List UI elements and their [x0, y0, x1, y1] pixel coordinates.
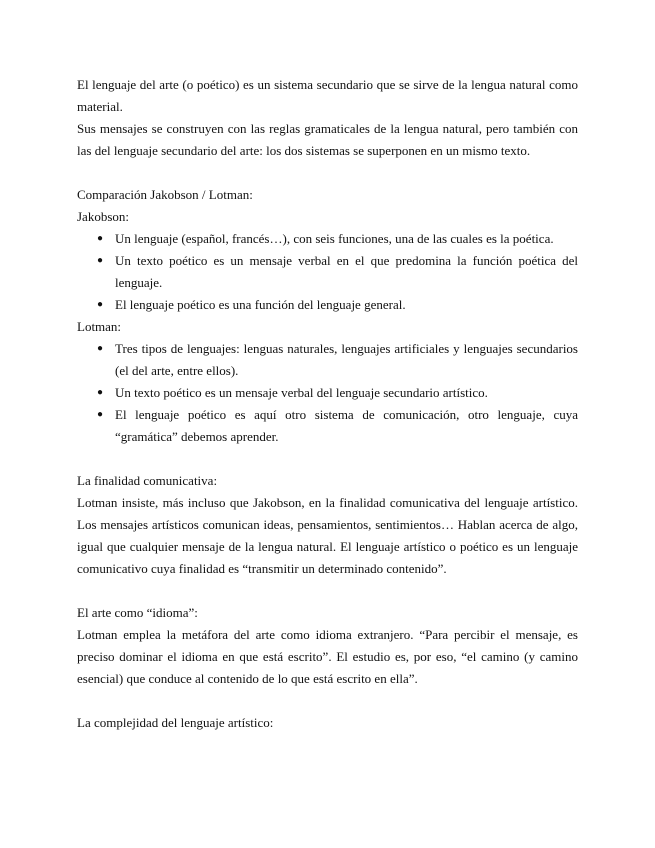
finalidad-heading: La finalidad comunicativa:	[77, 473, 218, 488]
list-item-text: Un texto poético es un mensaje verbal en el que predomina la función poética del lenguaje.	[115, 253, 578, 290]
list-item	[77, 338, 578, 382]
lotman-label: Lotman:	[77, 319, 122, 334]
jakobson-list	[77, 228, 578, 316]
list-item	[77, 250, 578, 294]
list-item	[77, 228, 578, 250]
list-item-text: Un lenguaje (español, francés…), con seis funciones, una de las cuales es la poética.	[115, 231, 554, 246]
spacer	[77, 448, 578, 470]
list-item-text: Un texto poético es un mensaje verbal del lenguaje secundario artístico.	[115, 385, 488, 400]
spacer	[77, 580, 578, 602]
list-item-text: El lenguaje poético es aquí otro sistema de comunicación, otro lenguaje, cuya “gramática” debemos aprender.	[115, 407, 578, 444]
list-item	[77, 404, 578, 448]
lotman-list	[77, 338, 578, 448]
bullet-icon: ●	[97, 255, 104, 266]
bullet-icon: ●	[97, 409, 104, 420]
list-item-text: Tres tipos de lenguajes: lenguas naturales, lenguajes artificiales y lenguajes secundarios (el del arte, entre ellos).	[115, 341, 578, 378]
list-item-text: El lenguaje poético es una función del lenguaje general.	[115, 297, 406, 312]
list-item	[77, 382, 578, 404]
idioma-paragraph: Lotman emplea la metáfora del arte como idioma extranjero. “Para percibir el mensaje, es preciso dominar el idioma en que está escrito”. El estudio es, por eso, “el camino (y camino esencial) que conduce al contenido de lo que está escrito en ella”.	[77, 627, 578, 686]
spacer	[77, 690, 578, 712]
intro-paragraph-1: El lenguaje del arte (o poético) es un sistema secundario que se sirve de la lengua natural como material.	[77, 77, 578, 114]
bullet-icon: ●	[97, 387, 104, 398]
comparison-heading: Comparación Jakobson / Lotman:	[77, 187, 253, 202]
bullet-icon: ●	[97, 299, 104, 310]
list-item	[77, 294, 578, 316]
spacer	[77, 162, 578, 184]
finalidad-paragraph: Lotman insiste, más incluso que Jakobson, en la finalidad comunicativa del lenguaje artístico. Los mensajes artísticos comunican ideas, pensamientos, sentimientos… Hablan acerca de algo, igual que cualquier mensaje de la lengua natural. El lenguaje artístico o poético es un lenguaje comunicativo cuya finalidad es “transmitir un determinado contenido”.	[77, 495, 578, 576]
bullet-icon: ●	[97, 233, 104, 244]
bullet-icon: ●	[97, 343, 104, 354]
document-page	[77, 74, 578, 734]
jakobson-label: Jakobson:	[77, 209, 129, 224]
complejidad-heading: La complejidad del lenguaje artístico:	[77, 715, 274, 730]
idioma-heading: El arte como “idioma”:	[77, 605, 198, 620]
intro-paragraph-2: Sus mensajes se construyen con las reglas gramaticales de la lengua natural, pero también con las del lenguaje secundario del arte: los dos sistemas se superponen en un mismo texto.	[77, 121, 578, 158]
